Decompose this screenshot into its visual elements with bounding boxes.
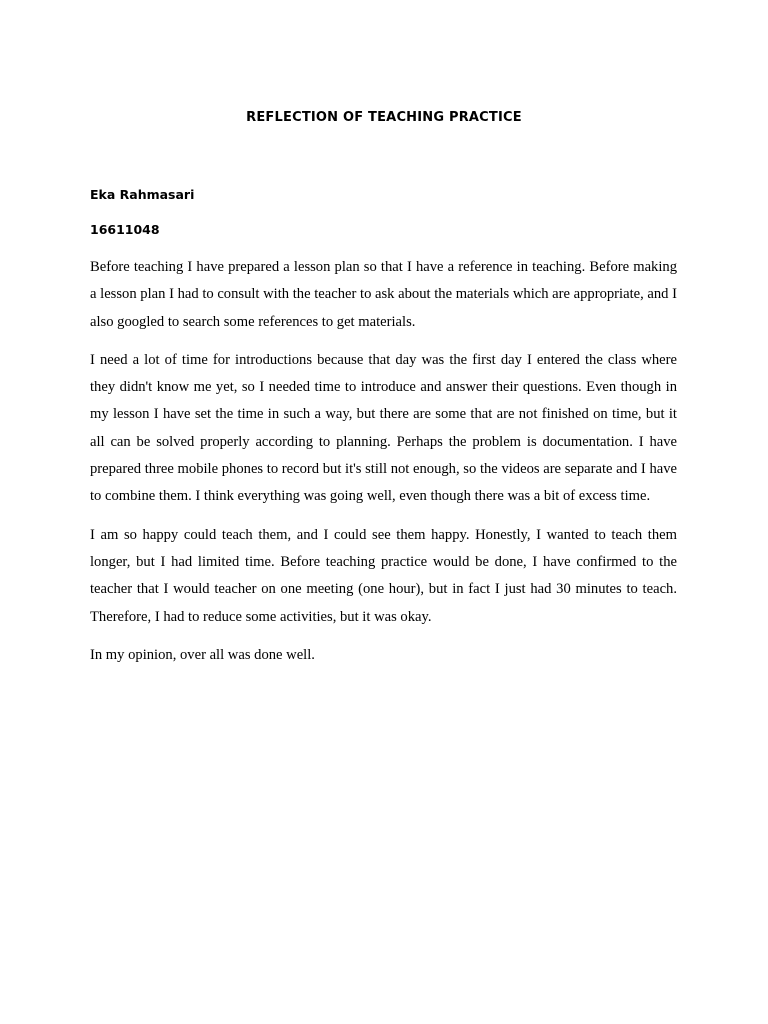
- student-id: 16611048: [90, 222, 160, 237]
- author-name: Eka Rahmasari: [90, 187, 195, 202]
- document-title: REFLECTION OF TEACHING PRACTICE: [246, 110, 522, 125]
- paragraph-feelings: I am so happy could teach them, and I could see them happy. Honestly, I wanted to teach them longer, but I had limited time. Before teaching practice would be done, I have confirmed to the teacher that I would teacher on one meeting (one hour), but in fact I just had 30 minutes to teach. Therefore, I had to reduce some activities, but it was okay.: [90, 526, 677, 625]
- paragraph-preparation: Before teaching I have prepared a lesson plan so that I have a reference in teaching. Before making a lesson plan I had to consult with the teacher to ask about the materials which are appropriate, and I also googled to search some references to get materials.: [90, 259, 677, 330]
- paragraph-conclusion: In my opinion, over all was done well.: [90, 646, 315, 663]
- document-body: [90, 254, 677, 680]
- paragraph-introductions: I need a lot of time for introductions because that day was the first day I entered the class where they didn't know me yet, so I needed time to introduce and answer their questions. Even though in my lesson I have set the time in such a way, but there are some that are not finished on time, but it all can be solved properly according to planning. Perhaps the problem is documentation. I have prepared three mobile phones to record but it's still not enough, so the videos are separate and I have to combine them. I think everything was going well, even though there was a bit of excess time.: [90, 351, 677, 505]
